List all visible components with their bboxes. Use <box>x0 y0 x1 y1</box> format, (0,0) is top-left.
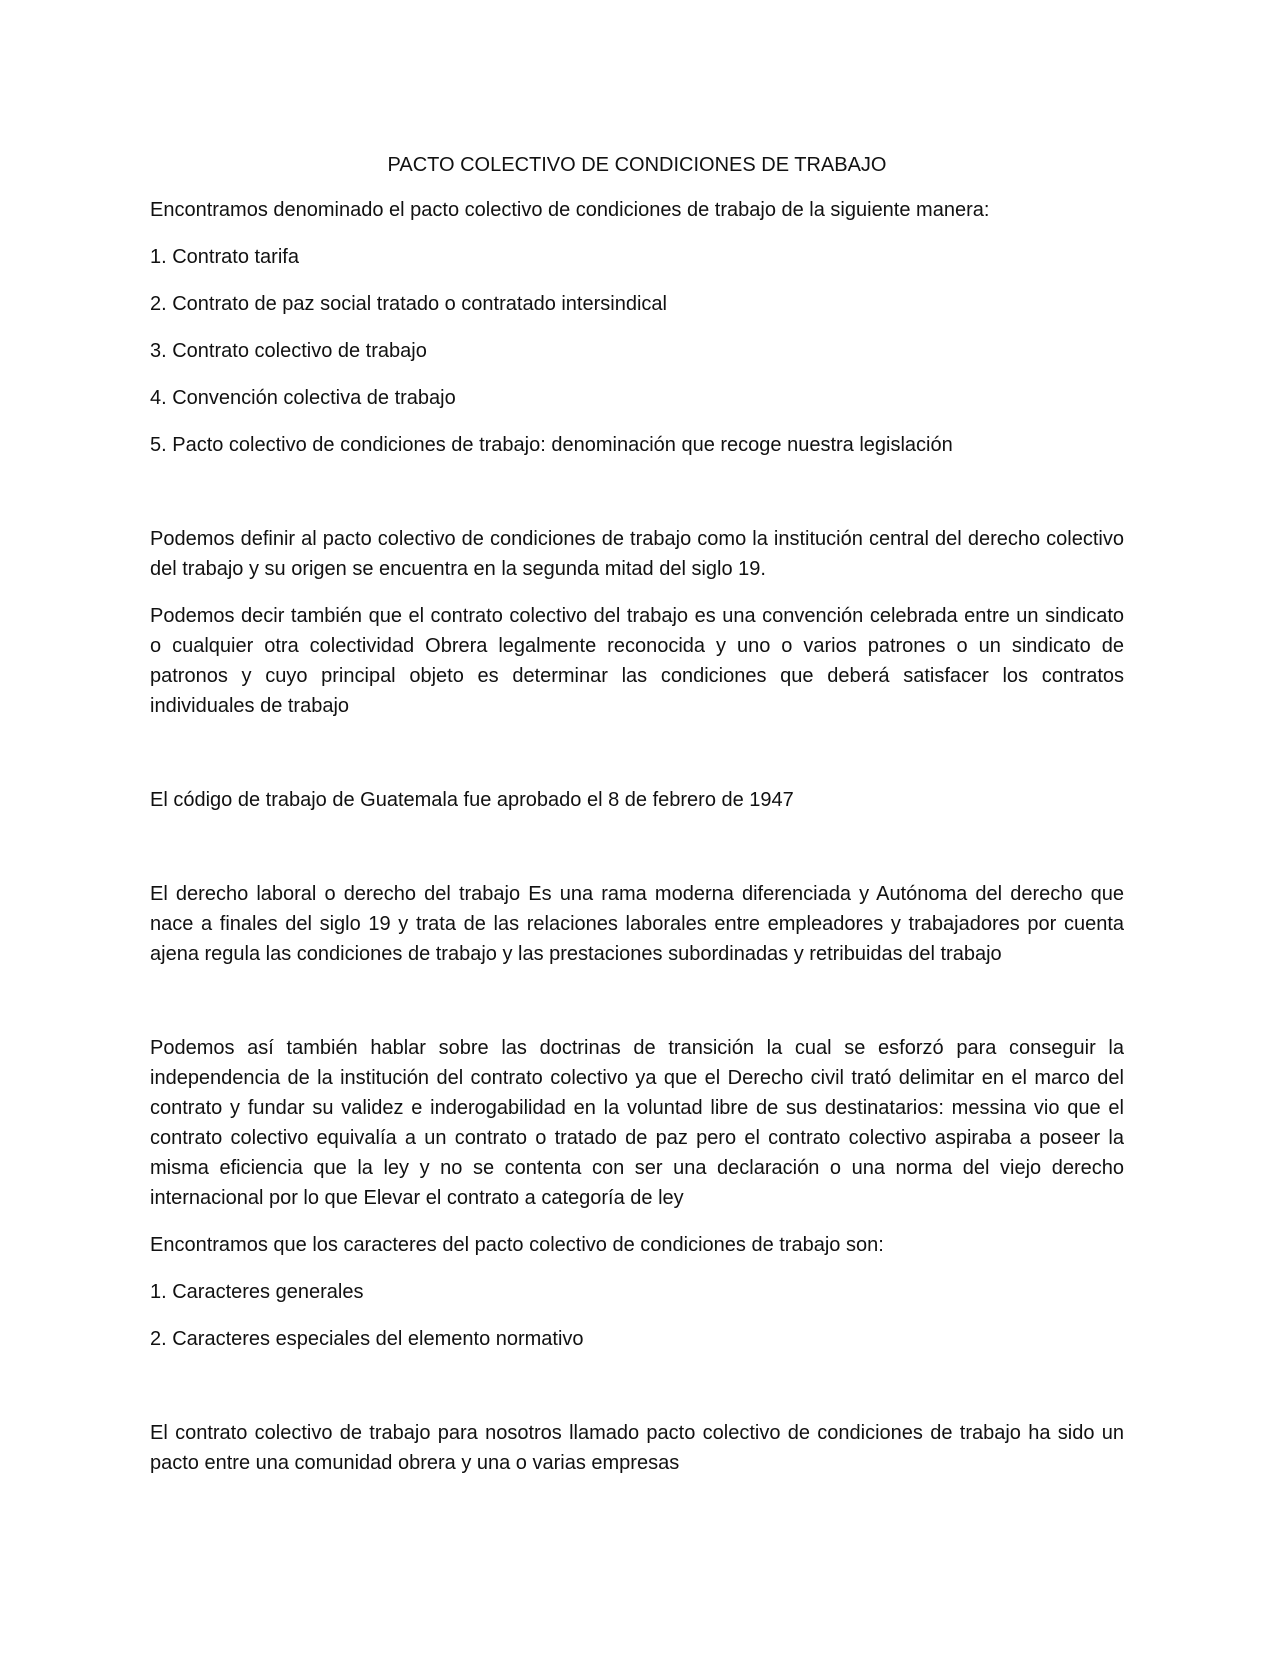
closing-paragraph: El contrato colectivo de trabajo para nosotros llamado pacto colectivo de condiciones de trabajo ha sido un pacto entre una comunidad obrera y una o varias empresas <box>150 1422 1124 1474</box>
character-item-1: 1. Caracteres generales <box>150 1281 364 1303</box>
labor-law-paragraph: El derecho laboral o derecho del trabajo Es una rama moderna diferenciada y Autónoma del derecho que nace a finales del siglo 19 y trata de las relaciones laborales entre empleadores y trabajadores por cuenta ajena regula las condiciones de trabajo y las prestaciones subordinadas y retribuidas del trabajo <box>150 883 1124 965</box>
contract-description-paragraph: Podemos decir también que el contrato colectivo del trabajo es una convención celebrada entre un sindicato o cualquier otra colectividad Obrera legalmente reconocida y uno o varios patrones o un sindicato de patronos y cuyo principal objeto es determinar las condiciones que deberá satisfacer los contratos individuales de trabajo <box>150 605 1124 717</box>
denomination-item-3: 3. Contrato colectivo de trabajo <box>150 340 427 362</box>
paragraph-gap <box>150 1371 1124 1418</box>
paragraph-gap <box>150 986 1124 1033</box>
paragraph-gap <box>150 832 1124 879</box>
denomination-item-5: 5. Pacto colectivo de condiciones de trabajo: denominación que recoge nuestra legislación <box>150 434 953 456</box>
character-item-2: 2. Caracteres especiales del elemento normativo <box>150 1328 584 1350</box>
definition-paragraph: Podemos definir al pacto colectivo de condiciones de trabajo como la institución central del derecho colectivo del trabajo y su origen se encuentra en la segunda mitad del siglo 19. <box>150 528 1124 580</box>
denomination-item-4: 4. Convención colectiva de trabajo <box>150 387 456 409</box>
denomination-item-2: 2. Contrato de paz social tratado o contratado intersindical <box>150 293 667 315</box>
code-approval-paragraph: El código de trabajo de Guatemala fue aprobado el 8 de febrero de 1947 <box>150 789 794 811</box>
denomination-item-1: 1. Contrato tarifa <box>150 246 299 268</box>
paragraph-gap <box>150 738 1124 785</box>
document-body <box>150 150 1124 1495</box>
characters-intro-paragraph: Encontramos que los caracteres del pacto colectivo de condiciones de trabajo son: <box>150 1234 884 1256</box>
transition-doctrines-paragraph: Podemos así también hablar sobre las doctrinas de transición la cual se esforzó para conseguir la independencia de la institución del contrato colectivo ya que el Derecho civil trató delimitar en el marco del contrato y fundar su validez e inderogabilidad en la voluntad libre de sus destinatarios: messina vio que el contrato colectivo equivalía a un contrato o tratado de paz pero el contrato colectivo aspiraba a poseer la misma eficiencia que la ley y no se contenta con ser una declaración o una norma del viejo derecho internacional por lo que Elevar el contrato a categoría de ley <box>150 1037 1124 1209</box>
intro-paragraph: Encontramos denominado el pacto colectivo de condiciones de trabajo de la siguiente manera: <box>150 199 990 221</box>
paragraph-gap <box>150 477 1124 524</box>
document-title: PACTO COLECTIVO DE CONDICIONES DE TRABAJO <box>387 154 887 176</box>
